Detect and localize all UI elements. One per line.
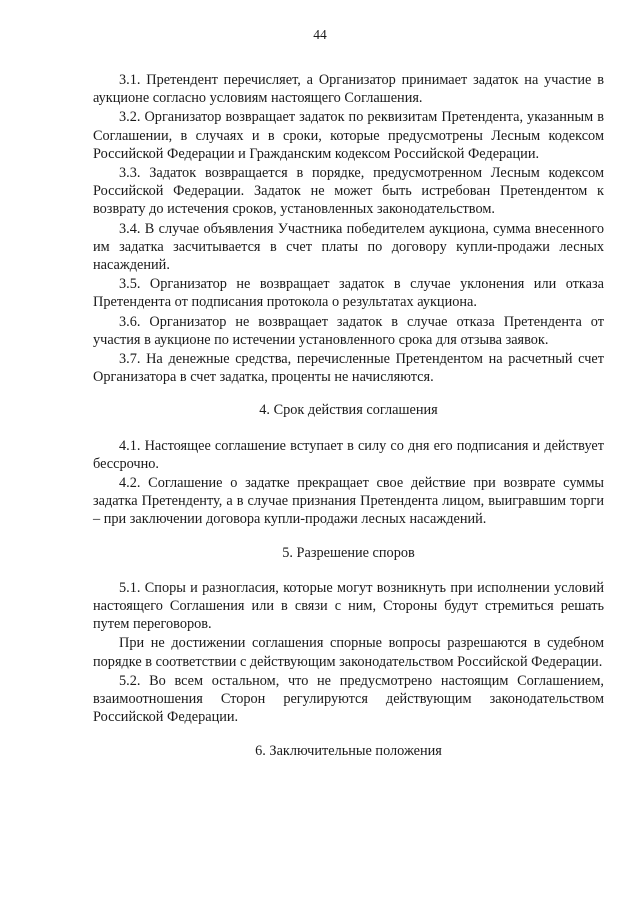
page-number: 44 (313, 27, 327, 42)
clause-3-7: 3.7. На денежные средства, перечисленные Претендентом на расчетный счет Организатора в счет задатка, проценты не начисляются. (93, 351, 604, 386)
clause-3-4: 3.4. В случае объявления Участника победителем аукциона, сумма внесенного им задатка засчитывается в счет платы по договору купли-продажи лесных насаждений. (93, 220, 604, 274)
section-6-heading: 6. Заключительные положения (255, 742, 442, 759)
clause-5-2: 5.2. Во всем остальном, что не предусмотрено настоящим Соглашением, взаимоотношения Сторон регулируются действующим законодательством Российской Федерации. (93, 672, 604, 726)
section-4-heading: 4. Срок действия соглашения (259, 402, 438, 419)
clause-3-1: 3.1. Претендент перечисляет, а Организатор принимает задаток на участие в аукционе согласно условиям настоящего Соглашения. (93, 72, 604, 107)
section-5-heading: 5. Разрешение споров (282, 544, 415, 561)
clause-5-1-continuation: При не достижении соглашения спорные вопросы разрешаются в судебном порядке в соответствии с действующим законодательством Российской Федерации. (93, 635, 604, 670)
clause-3-3: 3.3. Задаток возвращается в порядке, предусмотренном Лесным кодексом Российской Федерации. Задаток не может быть истребован Претендентом к возврату до истечения сроков, установленных законодательством. (93, 165, 604, 218)
clause-3-6: 3.6. Организатор не возвращает задаток в случае отказа Претендента от участия в аукционе по истечении установленного срока для отзыва заявок. (93, 313, 604, 348)
clause-4-2: 4.2. Соглашение о задатке прекращает свое действие при возврате суммы задатка Претенденту, а в случае признания Претендента лицом, выигравшим торги – при заключении договора купли-продажи лесных насаждений. (93, 475, 604, 528)
clause-3-5: 3.5. Организатор не возвращает задаток в случае уклонения или отказа Претендента от подписания протокола о результатах аукциона. (93, 276, 604, 311)
document-body (93, 71, 604, 777)
clause-3-2: 3.2. Организатор возвращает задаток по реквизитам Претендента, указанным в Соглашении, в случаях и в сроки, которые предусмотрены Лесным кодексом Российской Федерации и Гражданским кодексом Российской Федерации. (93, 109, 604, 162)
clause-5-1: 5.1. Споры и разногласия, которые могут возникнуть при исполнении условий настоящего Соглашения или в связи с ним, Стороны будут стремиться решать путем переговоров. (93, 579, 604, 633)
clause-4-1: 4.1. Настоящее соглашение вступает в силу со дня его подписания и действует бессрочно. (93, 437, 604, 472)
